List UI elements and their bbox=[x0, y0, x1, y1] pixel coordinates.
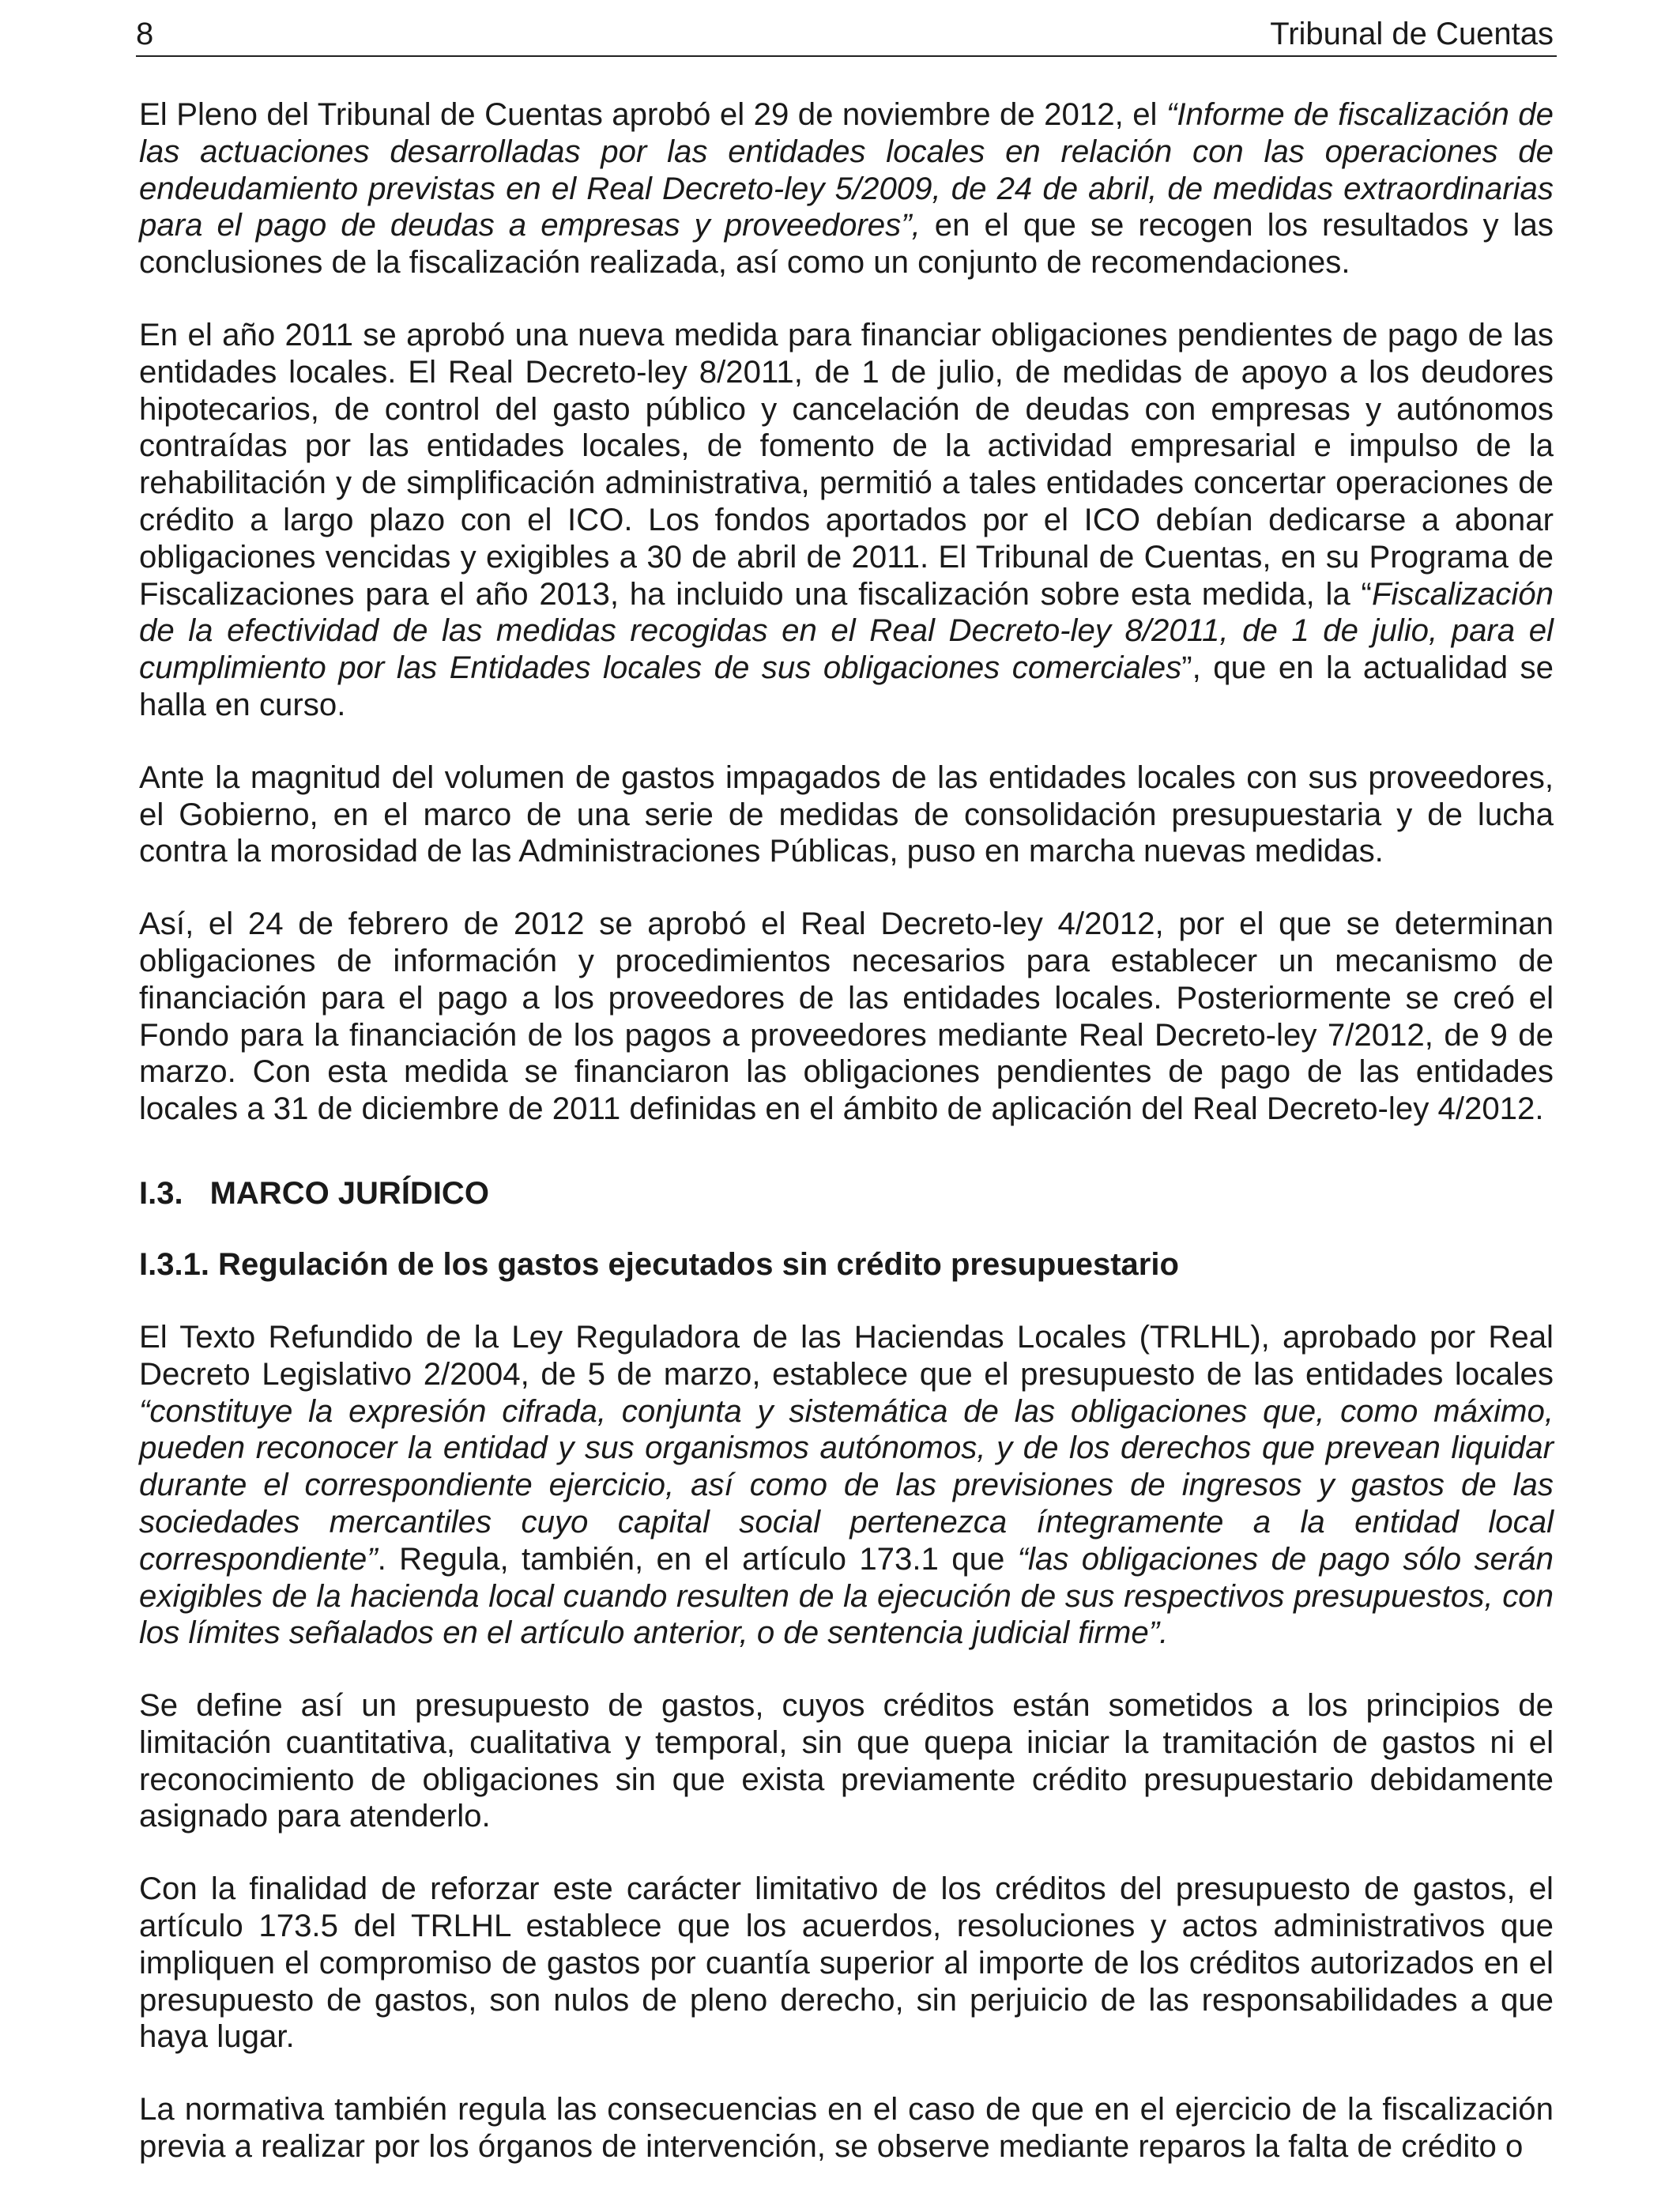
paragraph-text: El Pleno del Tribunal de Cuentas aprobó el 29 de noviembre de 2012, el bbox=[139, 96, 1166, 132]
quoted-article-173-1: “las obligaciones de pago sólo serán exigibles de la hacienda local cuando resulten de la ejecución de sus respectivos presupuestos, con los límites señalados en el artículo anterior, o de sentencia judicial firme”. bbox=[139, 1540, 1554, 1651]
running-title: Tribunal de Cuentas bbox=[1270, 17, 1554, 51]
paragraph-medida-2011 bbox=[139, 317, 1554, 724]
quoted-definition: “constituye la expresión cifrada, conjunta y sistemática de las obligaciones que, como máximo, pueden reconocer la entidad y sus organismos autónomos, y de los derechos que prevean liquidar durante el correspondiente ejercicio, así como de las previsiones de ingresos y gastos de las sociedades mercantiles cuyo capital social pertenezca íntegramente a la entidad local correspondiente” bbox=[139, 1393, 1554, 1577]
paragraph-rdl-4-2012: Así, el 24 de febrero de 2012 se aprobó el Real Decreto-ley 4/2012, por el que se determinan obligaciones de información y procedimientos necesarios para establecer un mecanismo de financiación para el pago a los proveedores de las entidades locales. Posteriormente se creó el Fondo para la financiación de los pagos a proveedores mediante Real Decreto-ley 7/2012, de 9 de marzo. Con esta medida se financiaron las obligaciones pendientes de pago de las entidades locales a 31 de diciembre de 2011 definidas en el ámbito de aplicación del Real Decreto-ley 4/2012. bbox=[139, 906, 1554, 1127]
paragraph-magnitud-gastos: Ante la magnitud del volumen de gastos impagados de las entidades locales con sus proveedores, el Gobierno, en el marco de una serie de medidas de consolidación presupuestaria y de lucha contra la morosidad de las Administraciones Públicas, puso en marcha nuevas medidas. bbox=[139, 759, 1554, 869]
paragraph-articulo-173-5: Con la finalidad de reforzar este carácter limitativo de los créditos del presupuesto de gastos, el artículo 173.5 del TRLHL establece que los acuerdos, resoluciones y actos administrativos que impliquen el compromiso de gastos por cuantía superior al importe de los créditos autorizados en el presupuesto de gastos, son nulos de pleno derecho, sin perjuicio de las responsabilidades a que haya lugar. bbox=[139, 1871, 1554, 2055]
paragraph-informe-pleno bbox=[139, 96, 1554, 281]
paragraph-text: en el que se recogen los resultados y las conclusiones de la fiscalización realizada, así como un conjunto de recomendaciones. bbox=[139, 207, 1554, 281]
subsection-heading: I.3.1. Regulación de los gastos ejecutados sin crédito presupuestario bbox=[139, 1246, 1179, 1282]
paragraph-text: . Regula, también, en el artículo 173.1 que bbox=[377, 1540, 1018, 1577]
page-header bbox=[136, 14, 1557, 57]
paragraph-text: En el año 2011 se aprobó una nueva medida para financiar obligaciones pendientes de pago de las entidades locales. El Real Decreto-ley 8/2011, de 1 de julio, de medidas de apoyo a los deudores hipotecarios, de control del gasto público y cancelación de deudas con empresas y autónomos contraídas por las entidades locales, de fomento de la actividad empresarial e impulso de la rehabilitación y de simplificación administrativa, permitió a tales entidades concertar operaciones de crédito a largo plazo con el ICO. Los fondos aportados por el ICO debían dedicarse a abonar obligaciones vencidas y exigibles a 30 de abril de 2011. El Tribunal de Cuentas, en su Programa de Fiscalizaciones para el año 2013, ha incluido una fiscalización sobre esta medida, la “ bbox=[139, 316, 1554, 612]
paragraph-normativa-reparos: La normativa también regula las consecuencias en el caso de que en el ejercicio de la fiscalización previa a realizar por los órganos de intervención, se observe mediante reparos la falta de crédito o bbox=[139, 2091, 1554, 2165]
paragraph-text: El Texto Refundido de la Ley Reguladora de las Haciendas Locales (TRLHL), aprobado por Real Decreto Legislativo 2/2004, de 5 de marzo, establece que el presupuesto de las entidades locales bbox=[139, 1318, 1554, 1392]
section-number: I.3. bbox=[139, 1175, 183, 1211]
quoted-fiscalization-title: Fiscalización de la efectividad de las medidas recogidas en el Real Decreto-ley 8/2011, de 1 de julio, para el cumplimiento por las Entidades locales de sus obligaciones comerciales bbox=[139, 575, 1554, 686]
section-title: MARCO JURÍDICO bbox=[209, 1175, 489, 1211]
document-body bbox=[139, 96, 1554, 2201]
paragraph-trlhl bbox=[139, 1319, 1554, 1652]
page-number: 8 bbox=[136, 17, 154, 51]
section-heading bbox=[139, 1175, 1554, 1212]
paragraph-text: ”, que en la actualidad se halla en curso. bbox=[139, 650, 1554, 722]
paragraph-presupuesto-gastos: Se define así un presupuesto de gastos, cuyos créditos están sometidos a los principios de limitación cuantitativa, cualitativa y temporal, sin que quepa iniciar la tramitación de gastos ni el reconocimiento de obligaciones sin que exista previamente crédito presupuestario debidamente asignado para atenderlo. bbox=[139, 1687, 1554, 1834]
quoted-report-title: “Informe de fiscalización de las actuaciones desarrolladas por las entidades locales en relación con las operaciones de endeudamiento previstas en el Real Decreto-ley 5/2009, de 24 de abril, de medidas extraordinarias para el pago de deudas a empresas y proveedores”, bbox=[139, 96, 1554, 243]
